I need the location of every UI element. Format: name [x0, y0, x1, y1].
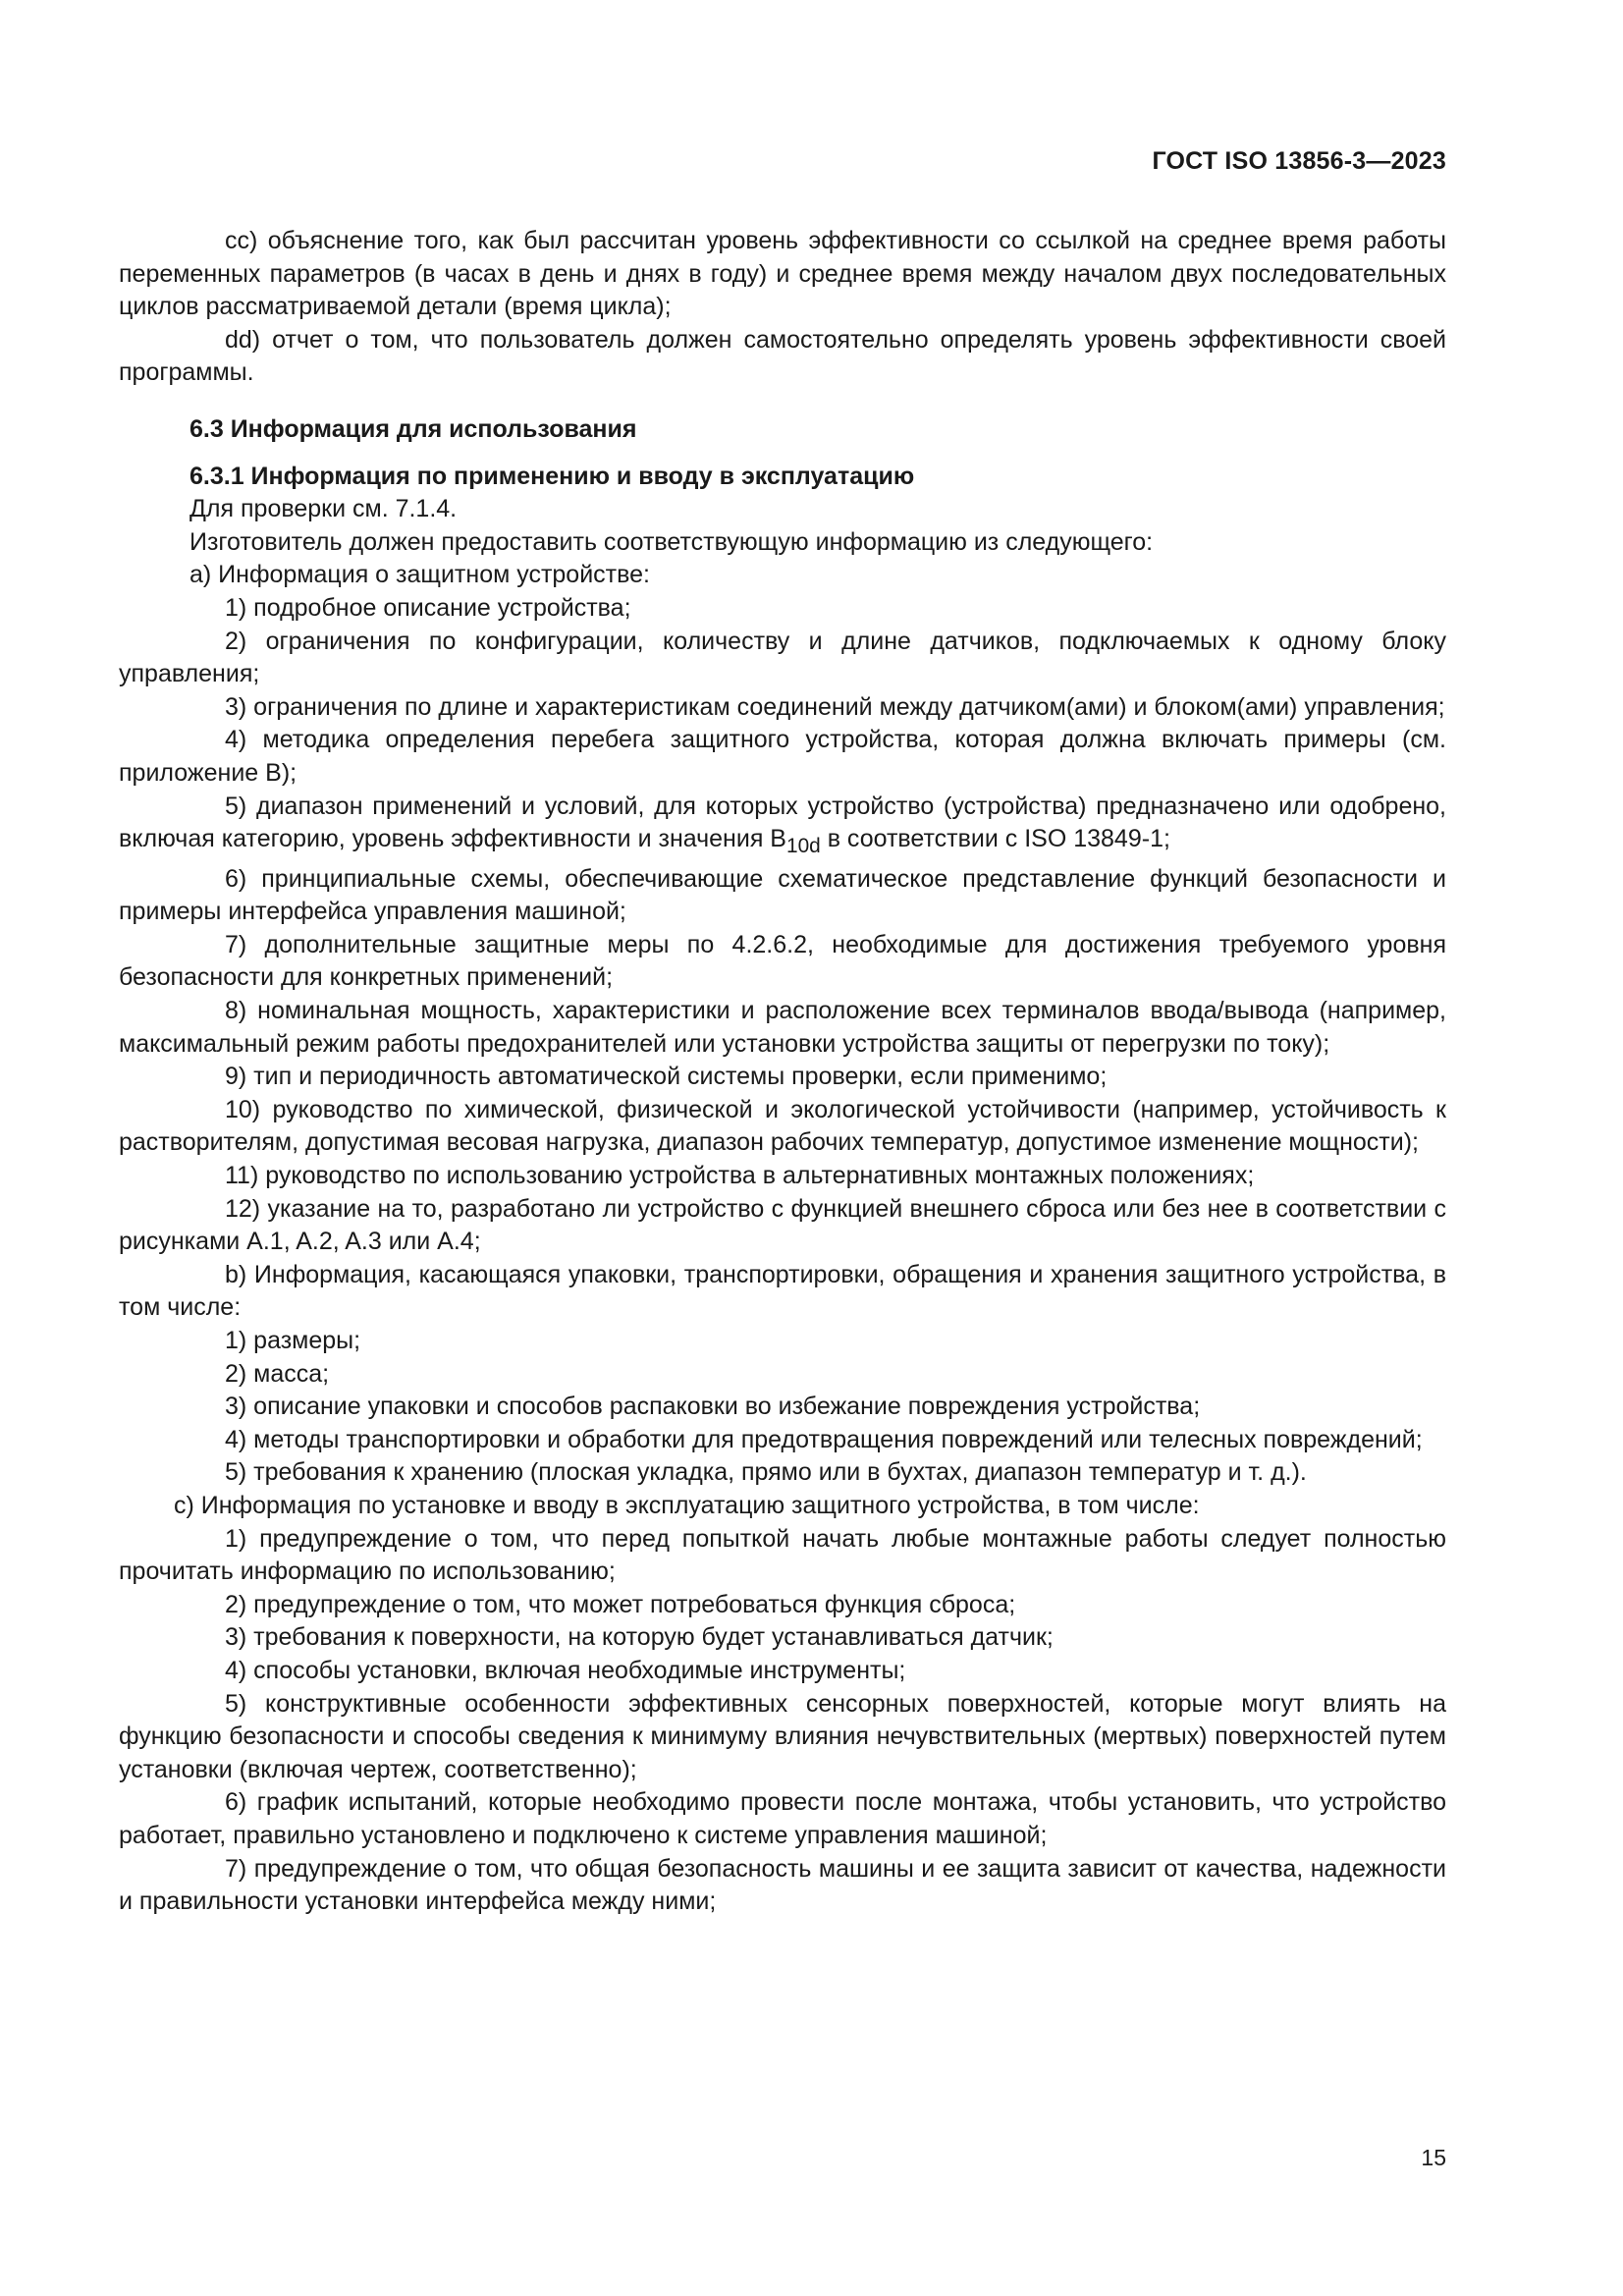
list-c-item-6: 6) график испытаний, которые необходимо провести после монтажа, чтобы установить, что устройство работает, правильно установлено и подключено к системе управления машиной;	[119, 1788, 1446, 1849]
list-item-dd: dd) отчет о том, что пользователь должен самостоятельно определять уровень эффективности своей программы.	[119, 325, 1446, 387]
list-a-item-5-subscript: 10d	[785, 835, 821, 858]
list-b-item-1: 1) размеры;	[225, 1327, 361, 1354]
list-b-item-2: 2) масса;	[225, 1359, 330, 1388]
list-c-item-3: 3) требования к поверхности, на которую будет устанавливаться датчик;	[225, 1623, 1054, 1652]
section-heading-6-3: 6.3 Информация для использования	[189, 414, 637, 443]
list-c-item-2: 2) предупреждение о том, что может потребоваться функция сброса;	[225, 1590, 1016, 1618]
page-number: 15	[1421, 2145, 1446, 2170]
list-a-item-4: 4) методика определения перебега защитного устройства, которая должна включать примеры (см. приложение B);	[119, 726, 1446, 787]
list-a-item-3: 3) ограничения по длине и характеристикам соединений между датчиком(ами) и блоком(ами) управления;	[225, 692, 1445, 721]
list-a-item-11: 11) руководство по использованию устройства в альтернативных монтажных положениях;	[225, 1162, 1255, 1190]
list-a-item-9: 9) тип и периодичность автоматической системы проверки, если применимо;	[225, 1063, 1108, 1091]
list-a-item-5	[119, 791, 1446, 863]
list-a-item-7: 7) дополнительные защитные меры по 4.2.6.2, необходимые для достижения требуемого уровня безопасности для конкретных применений;	[119, 930, 1446, 992]
list-a-item-1: 1) подробное описание устройства;	[225, 593, 631, 622]
list-a-title: a) Информация о защитном устройстве:	[189, 561, 650, 589]
list-a-item-8: 8) номинальная мощность, характеристики и расположение всех терминалов ввода/вывода (например, максимальный режим работы предохранителей или установки устройства защиты от перегрузки по току);	[119, 997, 1446, 1058]
list-item-cc: cc) объяснение того, как был рассчитан уровень эффективности со ссылкой на среднее время работы переменных параметров (в часах в день и днях в году) и среднее время между началом двух последовательных циклов рассматриваемой детали (время цикла);	[119, 227, 1446, 321]
list-a-item-5-tail: в соответствии с ISO 13849-1;	[820, 825, 1170, 853]
list-c-item-5: 5) конструктивные особенности эффективных сенсорных поверхностей, которые могут влиять на функцию безопасности и способы сведения к минимуму влияния нечувствительных (мертвых) поверхностей путем установки (включая чертеж, соответственно);	[119, 1689, 1446, 1783]
list-b-item-3: 3) описание упаковки и способов распаковки во избежание повреждения устройства;	[225, 1393, 1201, 1421]
list-b-item-4: 4) методы транспортировки и обработки для предотвращения повреждений или телесных повреждений;	[225, 1425, 1423, 1453]
list-a-item-5-text: 5) диапазон применений и условий, для которых устройство (устройства) предназначено или одобрено, включая категорию, уровень эффективности и значения B	[119, 792, 1446, 853]
list-b-item-5: 5) требования к хранению (плоская укладка, прямо или в бухтах, диапазон температур и т. д.).	[225, 1458, 1307, 1487]
manufacturer-lead-text: Изготовитель должен предоставить соответствующую информацию из следующего:	[189, 527, 1154, 556]
list-b-title: b) Информация, касающаяся упаковки, транспортировки, обращения и хранения защитного устройства, в том числе:	[119, 1260, 1446, 1322]
list-c-item-1: 1) предупреждение о том, что перед попыткой начать любые монтажные работы следует полностью прочитать информацию по использованию;	[119, 1524, 1446, 1586]
section-heading-6-3-1: 6.3.1 Информация по применению и вводу в эксплуатацию	[189, 462, 915, 490]
list-c-item-7: 7) предупреждение о том, что общая безопасность машины и ее защита зависит от качества, надежности и правильности установки интерфейса между ними;	[119, 1854, 1446, 1916]
list-a-item-6: 6) принципиальные схемы, обеспечивающие схематическое представление функций безопасности и примеры интерфейса управления машиной;	[119, 864, 1446, 926]
list-c-item-4: 4) способы установки, включая необходимые инструменты;	[225, 1656, 906, 1684]
list-c-title: c) Информация по установке и вводу в эксплуатацию защитного устройства, в том числе:	[174, 1491, 1200, 1519]
list-a-item-10: 10) руководство по химической, физической и экологической устойчивости (например, устойчивость к растворителям, допустимая весовая нагрузка, диапазон рабочих температур, допустимое изменение мощности);	[119, 1095, 1446, 1157]
list-a-item-12: 12) указание на то, разработано ли устройство с функцией внешнего сброса или без нее в соответствии с рисунками A.1, A.2, A.3 или A.4;	[119, 1194, 1446, 1256]
check-reference: Для проверки см. 7.1.4.	[189, 495, 458, 523]
document-code-header: ГОСТ ISO 13856-3—2023	[1152, 147, 1446, 175]
document-body	[119, 225, 1446, 1919]
list-a-item-2: 2) ограничения по конфигурации, количеству и длине датчиков, подключаемых к одному блоку управления;	[119, 627, 1446, 688]
